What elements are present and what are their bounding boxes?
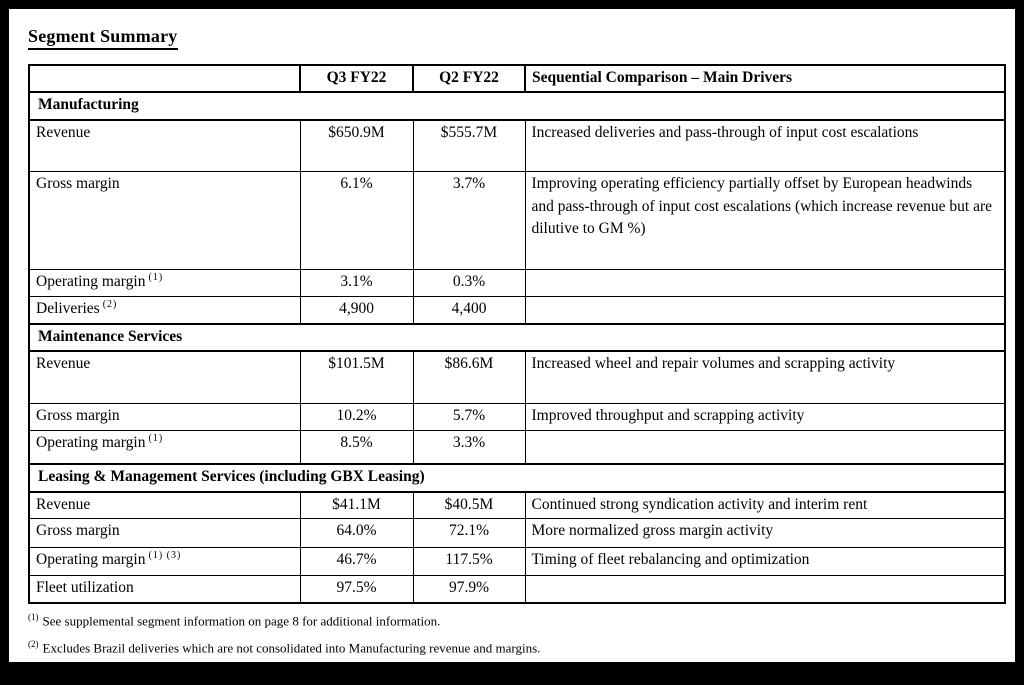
section-title: Maintenance Services <box>29 324 1005 351</box>
driver-text: Continued strong syndication activity and interim rent <box>525 492 1005 519</box>
row-label: Operating margin <box>36 551 146 569</box>
row-label-cell <box>29 297 300 324</box>
table-row <box>29 492 1005 519</box>
footnote-marker: (2) <box>28 639 39 650</box>
driver-text <box>525 576 1005 603</box>
header-q2-fy22: Q2 FY22 <box>413 65 525 92</box>
header-blank-cell <box>29 65 300 92</box>
table-row <box>29 351 1005 403</box>
table-row <box>29 548 1005 576</box>
segment-summary-table <box>28 64 1006 604</box>
driver-text <box>525 297 1005 324</box>
table-row <box>29 519 1005 548</box>
q2-value: $40.5M <box>413 492 525 519</box>
row-label-cell <box>29 172 300 270</box>
table-row <box>29 430 1005 464</box>
row-label: Revenue <box>36 355 91 373</box>
q3-value: 64.0% <box>300 519 413 548</box>
q2-value: 4,400 <box>413 297 525 324</box>
row-label-cell <box>29 403 300 430</box>
row-footnote-marker: (2) <box>102 299 118 311</box>
q3-value: 4,900 <box>300 297 413 324</box>
section-header-row <box>29 92 1005 119</box>
footnote-text: Excludes Brazil deliveries which are not consolidated into Manufacturing revenue and margins. <box>42 640 541 656</box>
row-label: Operating margin <box>36 433 146 451</box>
footnote <box>28 639 997 657</box>
row-label-cell <box>29 576 300 603</box>
section-header-row <box>29 324 1005 351</box>
q2-value: 3.3% <box>413 430 525 464</box>
row-label-cell <box>29 351 300 403</box>
footnote-text: Includes Net loss (gain) on disposition of equipment, which is excluded from gross margin. <box>42 667 518 683</box>
table-row <box>29 120 1005 172</box>
row-label: Gross margin <box>36 406 120 424</box>
row-label-cell <box>29 548 300 576</box>
q2-value: 5.7% <box>413 403 525 430</box>
row-label: Operating margin <box>36 273 146 291</box>
q3-value: 8.5% <box>300 430 413 464</box>
header-sequential-comparison: Sequential Comparison – Main Drivers <box>525 65 1005 92</box>
q2-value: 72.1% <box>413 519 525 548</box>
q2-value: $86.6M <box>413 351 525 403</box>
q3-value: $41.1M <box>300 492 413 519</box>
driver-text: Increased wheel and repair volumes and scrapping activity <box>525 351 1005 403</box>
driver-text: Timing of fleet rebalancing and optimization <box>525 548 1005 576</box>
driver-text: Increased deliveries and pass-through of input cost escalations <box>525 120 1005 172</box>
header-q3-fy22: Q3 FY22 <box>300 65 413 92</box>
q3-value: $650.9M <box>300 120 413 172</box>
section-title: Manufacturing <box>29 92 1005 119</box>
q2-value: 3.7% <box>413 172 525 270</box>
footnote-text: See supplemental segment information on page 8 for additional information. <box>42 613 441 629</box>
row-footnote-marker: (1) <box>148 272 164 284</box>
driver-text: Improving operating efficiency partially offset by European headwinds and pass-through of input cost escalations (which increase revenue but are dilutive to GM %) <box>525 172 1005 270</box>
table-section <box>29 324 1005 464</box>
driver-text: More normalized gross margin activity <box>525 519 1005 548</box>
section-header-row <box>29 464 1005 491</box>
q3-value: 97.5% <box>300 576 413 603</box>
row-footnote-marker: (1) <box>148 432 164 444</box>
q3-value: 6.1% <box>300 172 413 270</box>
driver-text <box>525 270 1005 297</box>
row-label-cell <box>29 270 300 297</box>
page-title: Segment Summary <box>28 26 178 50</box>
row-label: Revenue <box>36 124 91 142</box>
table-section <box>29 464 1005 603</box>
row-label-cell <box>29 430 300 464</box>
row-label-cell <box>29 120 300 172</box>
q2-value: 97.9% <box>413 576 525 603</box>
footnotes-block <box>28 612 997 685</box>
row-label-cell <box>29 519 300 548</box>
footnote <box>28 612 997 630</box>
driver-text: Improved throughput and scrapping activity <box>525 403 1005 430</box>
table-row <box>29 576 1005 603</box>
row-label: Gross margin <box>36 522 120 540</box>
q3-value: $101.5M <box>300 351 413 403</box>
q2-value: 117.5% <box>413 548 525 576</box>
document-page <box>9 9 1015 683</box>
row-label: Deliveries <box>36 300 100 318</box>
row-footnote-marker: (1) (3) <box>148 550 182 562</box>
footnote-marker: (3) <box>28 666 39 677</box>
q2-value: 0.3% <box>413 270 525 297</box>
table-section <box>29 92 1005 323</box>
q3-value: 46.7% <box>300 548 413 576</box>
row-label: Gross margin <box>36 175 120 193</box>
q3-value: 3.1% <box>300 270 413 297</box>
row-label-cell <box>29 492 300 519</box>
section-title: Leasing & Management Services (including GBX Leasing) <box>29 464 1005 491</box>
table-row <box>29 297 1005 324</box>
table-row <box>29 270 1005 297</box>
table-row <box>29 172 1005 270</box>
footnote-marker: (1) <box>28 611 39 622</box>
driver-text <box>525 430 1005 464</box>
q3-value: 10.2% <box>300 403 413 430</box>
row-label: Revenue <box>36 495 91 513</box>
table-row <box>29 403 1005 430</box>
table-header-row <box>29 65 1005 92</box>
document-content <box>9 9 1015 685</box>
row-label: Fleet utilization <box>36 579 134 597</box>
q2-value: $555.7M <box>413 120 525 172</box>
footnote <box>28 666 997 684</box>
